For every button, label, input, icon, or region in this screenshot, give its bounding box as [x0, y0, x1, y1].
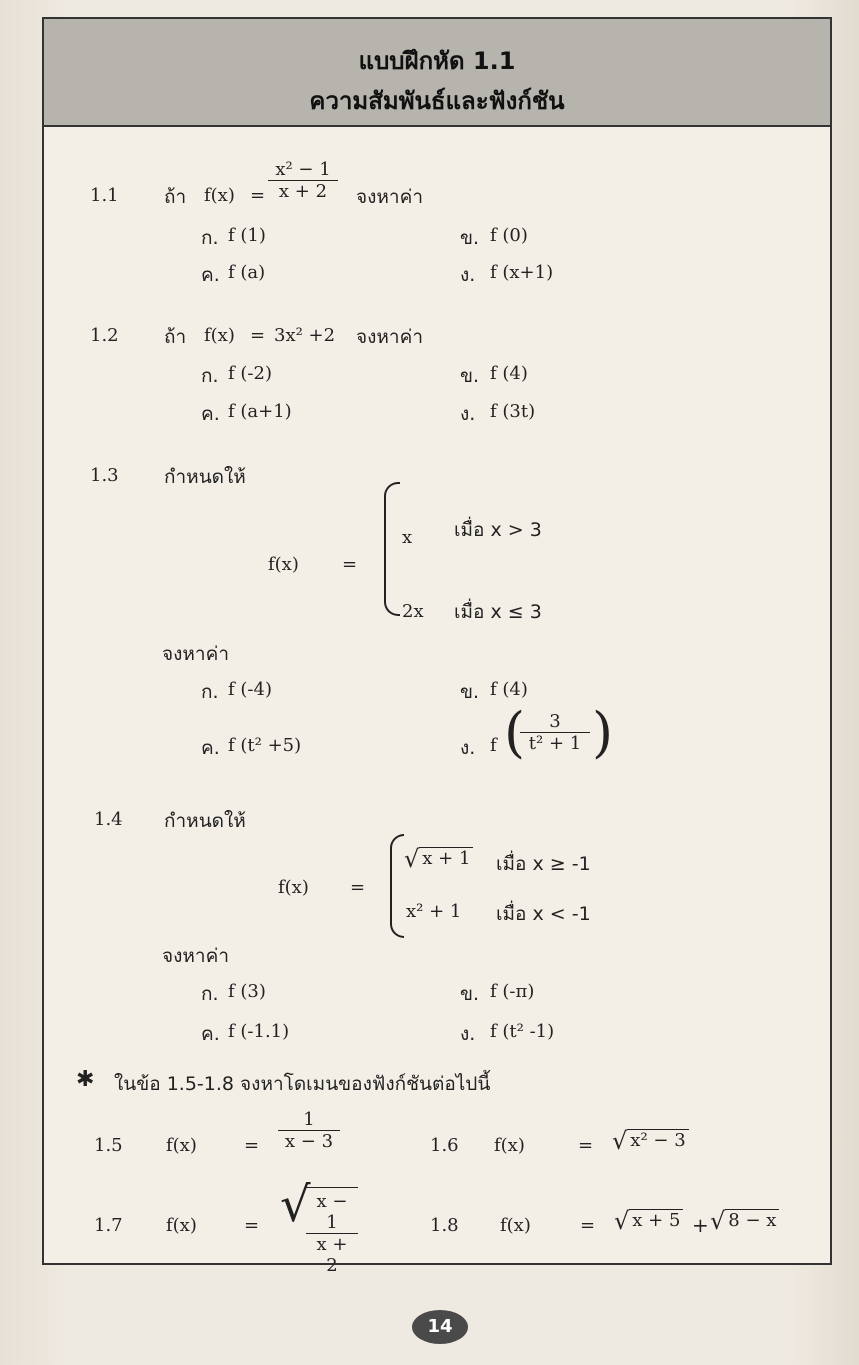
q13-b-label: ข. [460, 681, 480, 703]
page-number: 14 [412, 1310, 468, 1344]
q17-sqrt-icon: √ [280, 1177, 311, 1233]
q13-c: f (t² +5) [228, 735, 302, 756]
q13-cond1: เมื่อ x > 3 [454, 519, 542, 541]
q15-denominator: x − 3 [284, 1131, 334, 1152]
q14-c-label: ค. [201, 1023, 220, 1045]
q12-number: 1.2 [90, 325, 119, 346]
q15-fx: f(x) [166, 1135, 197, 1156]
q18-number: 1.8 [430, 1215, 459, 1236]
q17-fraction [306, 1191, 358, 1276]
q18-sqrt-icon-1: √ [614, 1207, 630, 1235]
q17-eq: = [244, 1215, 260, 1236]
q16-number: 1.6 [430, 1135, 459, 1156]
q18-radical-2: √ 8 − x [710, 1207, 779, 1235]
q14-a: f (3) [228, 981, 266, 1002]
q11-numerator: x² − 1 [268, 159, 338, 181]
q11-denominator: x + 2 [278, 181, 328, 202]
q11-c: f (a) [228, 262, 266, 283]
header-band [44, 19, 830, 127]
q12-d: f (3t) [490, 401, 536, 422]
q17-number: 1.7 [94, 1215, 123, 1236]
q14-brace [390, 834, 404, 938]
q14-cond2: เมื่อ x < -1 [496, 903, 591, 925]
q13-d-denominator: t² + 1 [528, 733, 582, 754]
q13-d-right-paren: ) [592, 701, 614, 764]
q14-b-label: ข. [460, 983, 480, 1005]
q15-numerator: 1 [278, 1109, 340, 1131]
q16-radical: √ x² − 3 [612, 1127, 689, 1155]
q12-if: ถ้า [164, 326, 187, 348]
q15-fraction [278, 1109, 340, 1152]
asterisk-icon: ✱ [76, 1067, 95, 1092]
q18-eq: = [580, 1215, 596, 1236]
q13-d-label: ง. [460, 737, 476, 759]
q12-fx: f(x) [204, 325, 235, 346]
q12-c: f (a+1) [228, 401, 292, 422]
q12-b: f (4) [490, 363, 528, 384]
exercise-subtitle: ความสัมพันธ์และฟังก์ชัน [309, 87, 565, 115]
q13-given: กำหนดให้ [164, 466, 246, 488]
q14-fx: f(x) [278, 877, 309, 898]
q13-find: จงหาค่า [162, 643, 229, 665]
q16-fx: f(x) [494, 1135, 525, 1156]
q13-cond2: เมื่อ x ≤ 3 [454, 601, 542, 623]
q14-sqrt-icon: √ [404, 845, 420, 873]
q14-number: 1.4 [94, 809, 123, 830]
q17-fx: f(x) [166, 1215, 197, 1236]
q12-a: f (-2) [228, 363, 272, 384]
q11-c-label: ค. [201, 264, 220, 286]
q13-case1: x [402, 527, 413, 548]
q13-d-prefix: f [490, 735, 497, 756]
q18-plus: + [692, 1213, 709, 1237]
q13-a-label: ก. [201, 681, 219, 703]
q12-c-label: ค. [201, 403, 220, 425]
q13-eq: = [342, 554, 358, 575]
q14-a-label: ก. [201, 983, 219, 1005]
q13-d-numerator: 3 [520, 711, 590, 733]
q17-denominator: x + 2 [316, 1234, 348, 1276]
q14-b: f (-π) [490, 981, 535, 1002]
q17-numerator: x − 1 [306, 1191, 358, 1234]
q12-rhs: 3x² +2 [274, 325, 336, 346]
q16-sqrt-icon: √ [612, 1127, 628, 1155]
q13-brace [384, 482, 400, 616]
q11-number: 1.1 [90, 185, 119, 206]
q12-find: จงหาค่า [356, 326, 423, 348]
q14-cond1: เมื่อ x ≥ -1 [496, 853, 591, 875]
q18-sqrt-icon-2: √ [710, 1207, 726, 1235]
q18-fx: f(x) [500, 1215, 531, 1236]
q11-b-label: ข. [460, 227, 480, 249]
q11-fx: f(x) [204, 185, 235, 206]
q11-a-label: ก. [201, 227, 219, 249]
q13-number: 1.3 [90, 465, 119, 486]
q14-d: f (t² -1) [490, 1021, 555, 1042]
q11-a: f (1) [228, 225, 266, 246]
q12-b-label: ข. [460, 365, 480, 387]
q12-a-label: ก. [201, 365, 219, 387]
q17-radical-bar [306, 1187, 358, 1188]
q11-if: ถ้า [164, 186, 187, 208]
q18-radical-1: √ x + 5 [614, 1207, 683, 1235]
q13-c-label: ค. [201, 737, 220, 759]
q14-given: กำหนดให้ [164, 810, 246, 832]
q15-eq: = [244, 1135, 260, 1156]
q14-case2: x² + 1 [406, 901, 462, 922]
q11-find: จงหาค่า [356, 186, 423, 208]
exercise-frame [42, 17, 832, 1276]
q14-case1: √ x + 1 [404, 845, 473, 873]
q14-c: f (-1.1) [228, 1021, 290, 1042]
q16-eq: = [578, 1135, 594, 1156]
exercise-title: แบบฝึกหัด 1.1 [358, 47, 516, 75]
q11-fraction [268, 159, 338, 202]
q11-eq: = [250, 185, 266, 206]
q13-a: f (-4) [228, 679, 272, 700]
q11-b: f (0) [490, 225, 528, 246]
q15-number: 1.5 [94, 1135, 123, 1156]
q13-fx: f(x) [268, 554, 299, 575]
q14-d-label: ง. [460, 1023, 476, 1045]
q14-find: จงหาค่า [162, 945, 229, 967]
q13-d-left-paren: ( [504, 701, 526, 764]
q12-eq: = [250, 325, 266, 346]
q11-d-label: ง. [460, 264, 476, 286]
q13-d-fraction [520, 711, 590, 754]
note-text: ในข้อ 1.5-1.8 จงหาโดเมนของฟังก์ชันต่อไปนี้ [114, 1073, 491, 1095]
q11-d: f (x+1) [490, 262, 554, 283]
q14-eq: = [350, 877, 366, 898]
q13-case2: 2x [402, 601, 424, 622]
q13-b: f (4) [490, 679, 528, 700]
q12-d-label: ง. [460, 403, 476, 425]
